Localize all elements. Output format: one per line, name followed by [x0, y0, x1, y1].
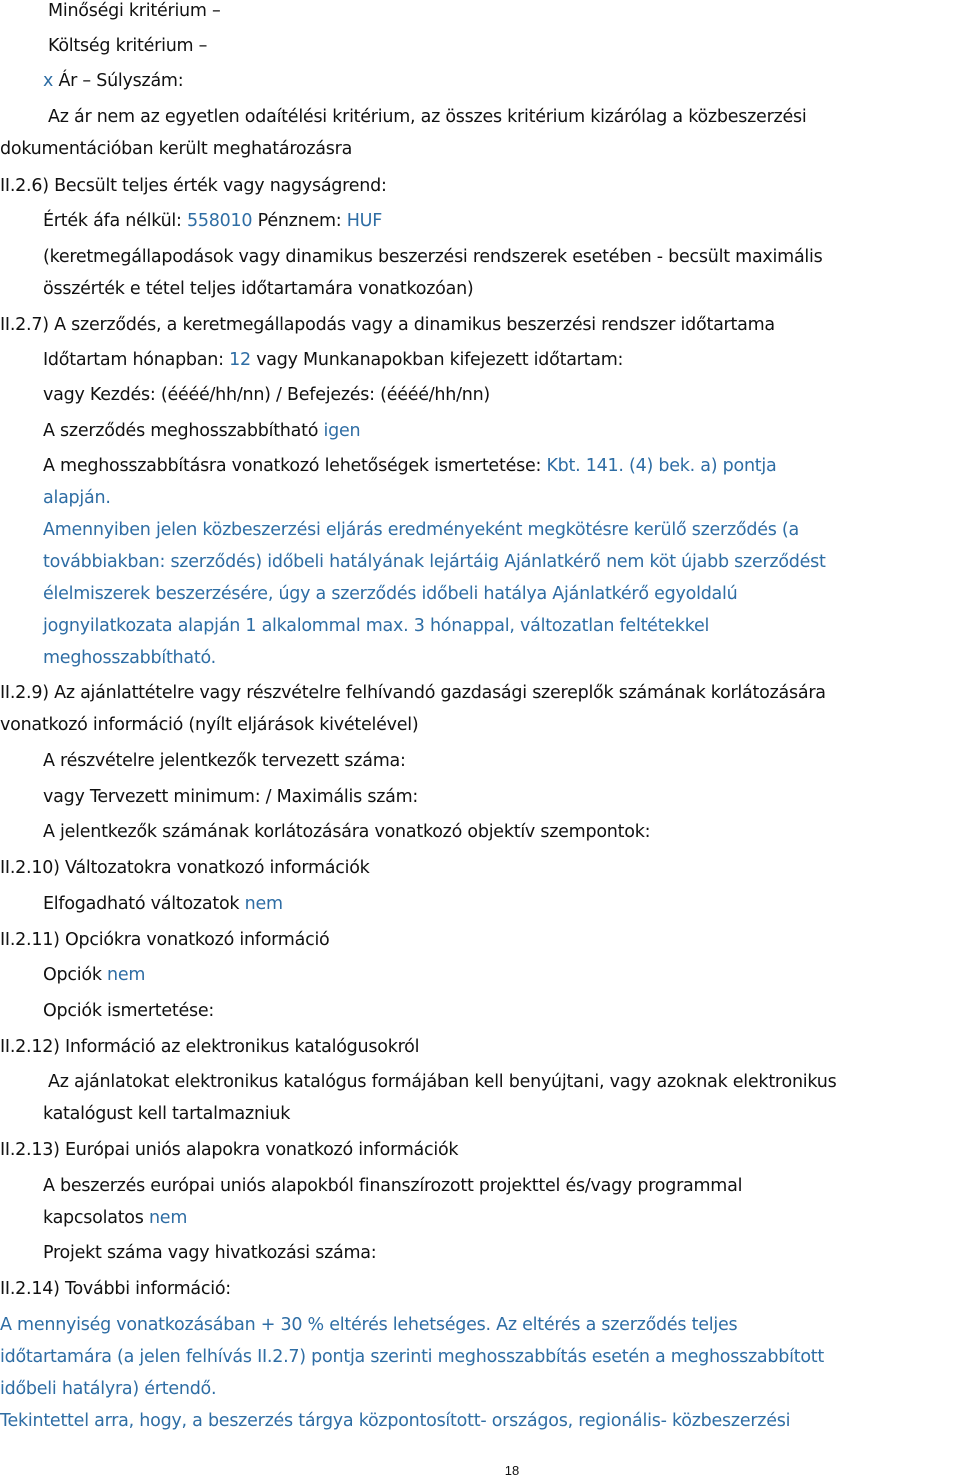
- estimated-value-note-line: összérték e tétel teljes időtartamára vonatkozóan): [43, 279, 474, 299]
- options-label: Opciók: [43, 965, 102, 985]
- criteria-note-line: dokumentációban került meghatározásra: [0, 139, 353, 159]
- extension-line: [43, 420, 360, 442]
- eu-funds-related-label: kapcsolatos: [43, 1208, 144, 1228]
- planned-min-max: vagy Tervezett minimum: / Maximális szám:: [43, 787, 419, 807]
- options-line: [43, 964, 145, 986]
- cost-criterion: Költség kritérium –: [48, 36, 208, 56]
- options-value: nem: [107, 965, 146, 985]
- value-amount: 558010: [187, 211, 253, 231]
- extension-paragraph-line: továbbiakban: szerződés) időbeli hatályának lejártáig Ajánlatkérő nem köt újabb szerződést: [43, 552, 826, 572]
- eu-funds-related-line: [43, 1207, 187, 1229]
- currency-label: Pénznem:: [257, 211, 342, 231]
- planned-candidates: A részvételre jelentkezők tervezett száma:: [43, 751, 406, 771]
- page-number: 18: [504, 1463, 520, 1478]
- section-heading-variants: II.2.10) Változatokra vonatkozó információk: [0, 858, 370, 878]
- price-mark: x: [43, 71, 54, 91]
- eu-funds-related-value: nem: [148, 1208, 188, 1228]
- extension-paragraph-line: meghosszabbítható.: [43, 648, 216, 668]
- quality-criterion: Minőségi kritérium –: [48, 1, 221, 21]
- duration-value: 12: [229, 350, 251, 370]
- eu-funds-line: A beszerzés európai uniós alapokból finanszírozott projekttel és/vagy programmal: [43, 1176, 743, 1196]
- additional-info-line: időbeli hatályra) értendő.: [0, 1379, 217, 1399]
- extension-paragraph-line: jognyilatkozata alapján 1 alkalommal max. 3 hónappal, változatlan feltétekkel: [43, 616, 710, 636]
- extension-paragraph-line: élelmiszerek beszerzésére, úgy a szerződés időbeli hatálya Ajánlatkérő egyoldalú: [43, 584, 738, 604]
- currency-value: HUF: [346, 211, 383, 231]
- catalogues-line: katalógust kell tartalmazniuk: [43, 1104, 291, 1124]
- additional-info-line: időtartamára (a jelen felhívás II.2.7) pontja szerinti meghosszabbítás esetén a meghosszabbított: [0, 1347, 825, 1367]
- extension-description-continued: alapján.: [43, 488, 111, 508]
- extension-description-label: A meghosszabbításra vonatkozó lehetőségek ismertetése:: [43, 456, 542, 476]
- variants-line: [43, 893, 283, 915]
- section-heading-estimated-value: II.2.6) Becsült teljes érték vagy nagyságrend:: [0, 176, 387, 196]
- section-heading-additional-info: II.2.14) További információ:: [0, 1279, 231, 1299]
- value-label: Érték áfa nélkül:: [43, 211, 182, 231]
- section-heading-options: II.2.11) Opciókra vonatkozó információ: [0, 930, 330, 950]
- estimated-value-line: [43, 210, 382, 232]
- section-heading-catalogues: II.2.12) Információ az elektronikus katalógusokról: [0, 1037, 420, 1057]
- extension-description-value: Kbt. 141. (4) bek. a) pontja: [546, 456, 777, 476]
- objective-criteria: A jelentkezők számának korlátozására vonatkozó objektív szempontok:: [43, 822, 651, 842]
- section-heading-candidate-limit-continued: vonatkozó információ (nyílt eljárások kivételével): [0, 715, 419, 735]
- variants-value: nem: [244, 894, 283, 914]
- section-heading-eu-funds: II.2.13) Európai uniós alapokra vonatkozó információk: [0, 1140, 459, 1160]
- extension-value: igen: [323, 421, 361, 441]
- options-description: Opciók ismertetése:: [43, 1001, 215, 1021]
- start-end-dates: vagy Kezdés: (éééé/hh/nn) / Befejezés: (éééé/hh/nn): [43, 385, 491, 405]
- extension-description-line: [43, 455, 777, 477]
- catalogues-line: Az ajánlatokat elektronikus katalógus formájában kell benyújtani, vagy azoknak elektronikus: [48, 1072, 837, 1092]
- criteria-note-line: Az ár nem az egyetlen odaítélési kritérium, az összes kritérium kizárólag a közbeszerzési: [48, 107, 807, 127]
- extension-label: A szerződés meghosszabbítható: [43, 421, 319, 441]
- estimated-value-note-line: (keretmegállapodások vagy dinamikus beszerzési rendszerek esetében - becsült maximális: [43, 247, 823, 267]
- additional-info-line: A mennyiség vonatkozásában + 30 % eltérés lehetséges. Az eltérés a szerződés teljes: [0, 1315, 738, 1335]
- section-heading-duration: II.2.7) A szerződés, a keretmegállapodás vagy a dinamikus beszerzési rendszer időtartama: [0, 315, 775, 335]
- section-heading-candidate-limit: II.2.9) Az ajánlattételre vagy részvételre felhívandó gazdasági szereplők számának korlátozására: [0, 683, 826, 703]
- duration-label: Időtartam hónapban:: [43, 350, 224, 370]
- project-reference: Projekt száma vagy hivatkozási száma:: [43, 1243, 377, 1263]
- price-criterion: [43, 70, 183, 92]
- duration-rest: vagy Munkanapokban kifejezett időtartam:: [256, 350, 624, 370]
- additional-info-line: Tekintettel arra, hogy, a beszerzés tárgya központosított- országos, regionális- közbeszerzési: [0, 1411, 791, 1431]
- price-label: Ár – Súlyszám:: [58, 71, 184, 91]
- variants-label: Elfogadható változatok: [43, 894, 240, 914]
- duration-line: [43, 349, 623, 371]
- extension-paragraph-line: Amennyiben jelen közbeszerzési eljárás eredményeként megkötésre kerülő szerződés (a: [43, 520, 799, 540]
